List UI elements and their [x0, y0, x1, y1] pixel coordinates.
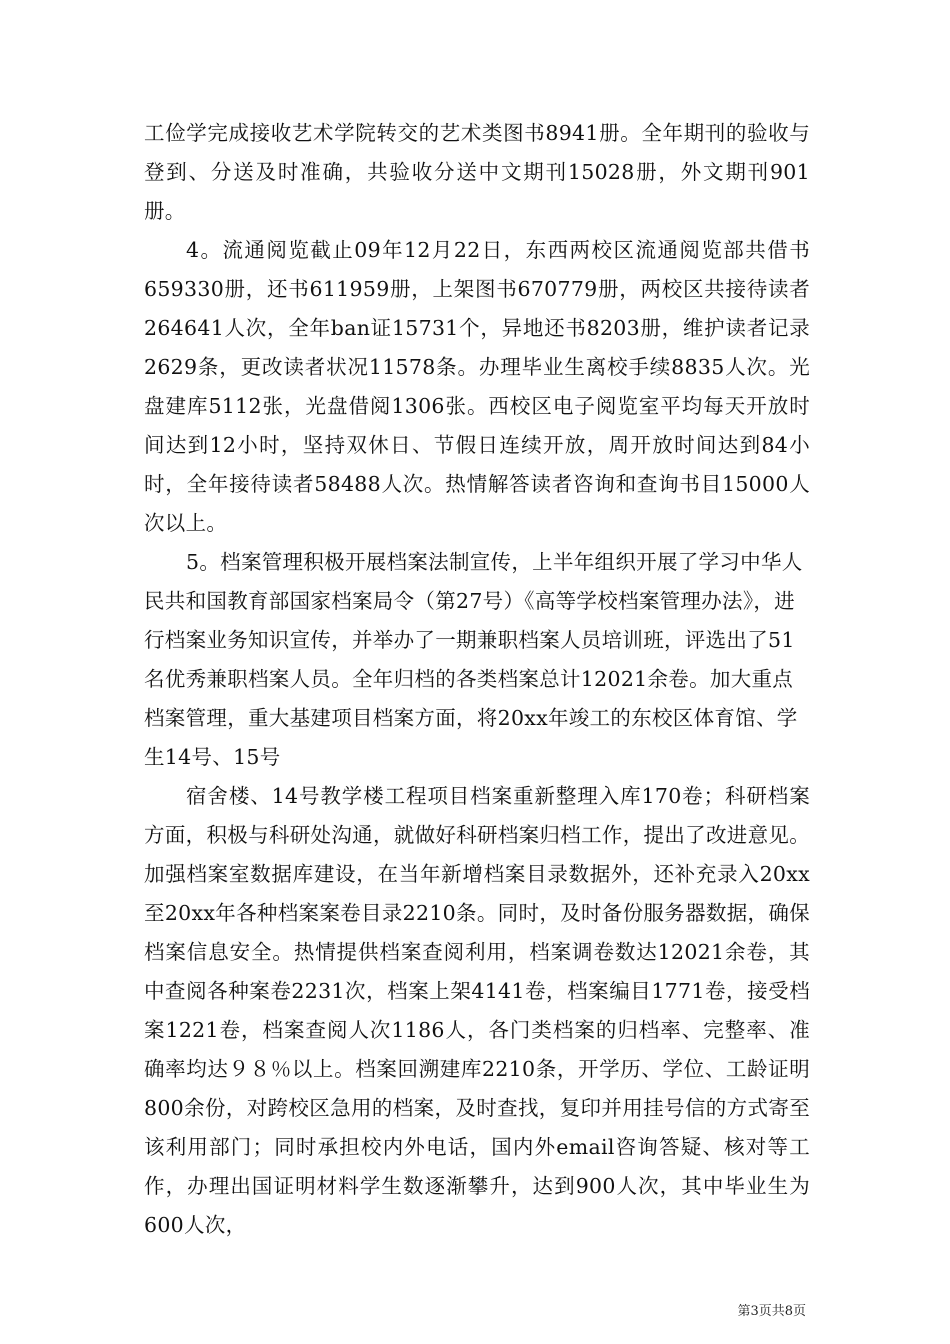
paragraph-archive-continued: 宿舍楼、14号教学楼工程项目档案重新整理入库170卷；科研档案方面，积极与科研处沟通，就做好科研档案归档工作，提出了改进意见。加强档案室数据库建设，在当年新增档案目录数据外，还补充录入20xx至20xx年各种档案案卷目录2210条。同时，及时备份服务器数据，确保档案信息安全。热情提供档案查阅利用，档案调卷数达12021余卷，其中查阅各种案卷2231次，档案上架4141卷，档案编目1771卷，接受档案1221卷，档案查阅人次1186人，各门类档案的归档率、完整率、准确率均达９８％以上。档案回溯建库2210条，开学历、学位、工龄证明800余份，对跨校区急用的档案，及时查找，复印并用挂号信的方式寄至该利用部门；同时承担校内外电话，国内外email咨询答疑、核对等工作，办理出国证明材料学生数逐渐攀升，达到900人次，其中毕业生为600人次，: [144, 784, 810, 1237]
page-number: 第3页共8页: [737, 1304, 806, 1319]
document-body: [144, 114, 810, 1245]
paragraph-archive-management: 5。档案管理积极开展档案法制宣传，上半年组织开展了学习中华人民共和国教育部国家档案局令（第27号）《高等学校档案管理办法》，进行档案业务知识宣传，并举办了一期兼职档案人员培训班，评选出了51名优秀兼职档案人员。全年归档的各类档案总计12021余卷。加大重点档案管理，重大基建项目档案方面，将20xx年竣工的东校区体育馆、学生14号、15号: [144, 550, 803, 769]
paragraph-circulation-reading: 4。流通阅览截止09年12月22日，东西两校区流通阅览部共借书659330册，还书611959册，上架图书670779册，两校区共接待读者264641人次，全年ban证15731个，异地还书8203册，维护读者记录2629条，更改读者状况11578条。办理毕业生离校手续8835人次。光盘建库5112张，光盘借阅1306张。西校区电子阅览室平均每天开放时间达到12小时，坚持双休日、节假日连续开放，周开放时间达到84小时，全年接待读者58488人次。热情解答读者咨询和查询书目15000人次以上。: [144, 238, 810, 535]
paragraph-book-acceptance: 工俭学完成接收艺术学院转交的艺术类图书8941册。全年期刊的验收与登到、分送及时准确，共验收分送中文期刊15028册，外文期刊901册。: [144, 121, 810, 223]
